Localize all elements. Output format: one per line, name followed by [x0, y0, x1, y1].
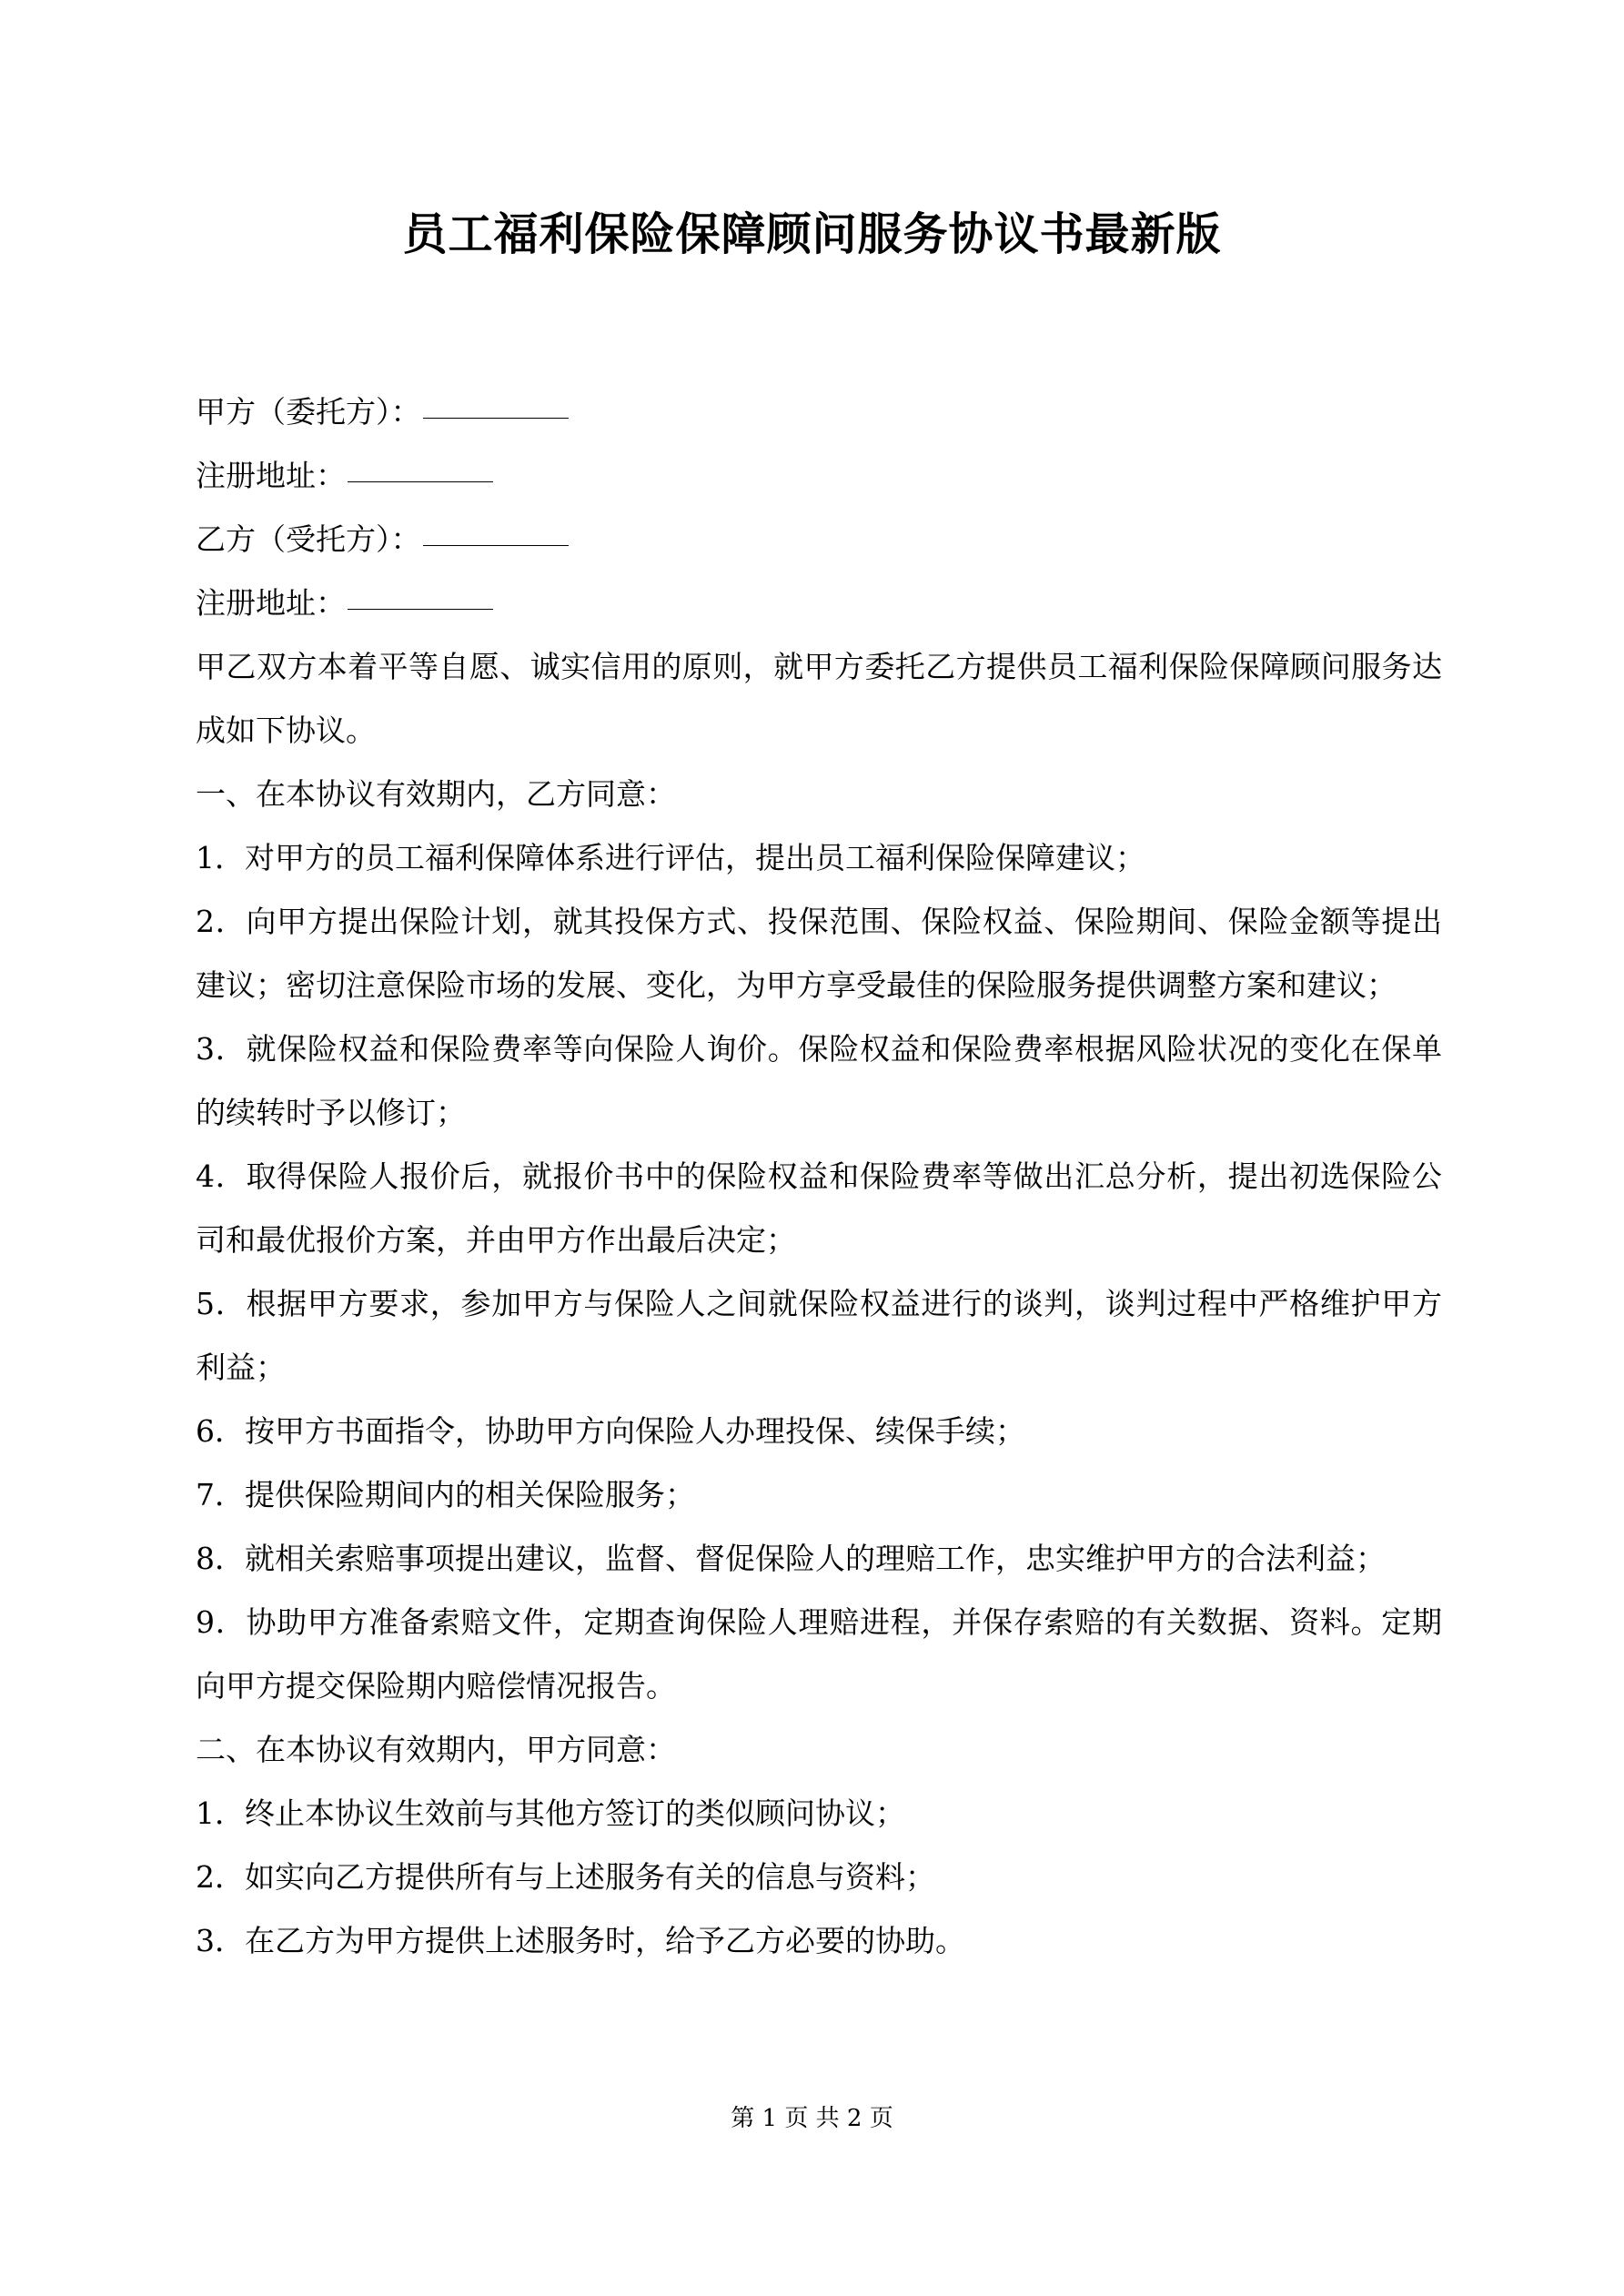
clause-1-8: 8．就相关索赔事项提出建议，监督、督促保险人的理赔工作，忠实维护甲方的合法利益；	[196, 1541, 1386, 1576]
field-party-a	[196, 380, 1442, 444]
paragraph-intro: 甲乙双方本着平等自愿、诚实信用的原则，就甲方委托乙方提供员工福利保险保障顾问服务达成如下协议。	[196, 649, 1442, 748]
blank-line	[423, 544, 569, 546]
page-footer: 第 1 页 共 2 页	[731, 2105, 893, 2132]
field-label: 甲方（委托方）：	[196, 394, 421, 430]
clause-1-5: 5．根据甲方要求，参加甲方与保险人之间就保险权益进行的谈判，谈判过程中严格维护甲方利益；	[196, 1286, 1442, 1385]
clause-1-4: 4．取得保险人报价后，就报价书中的保险权益和保险费率等做出汇总分析，提出初选保险公司和最优报价方案，并由甲方作出最后决定；	[196, 1158, 1442, 1258]
field-address-a	[196, 444, 1442, 508]
field-party-b	[196, 508, 1442, 571]
field-address-b	[196, 571, 1442, 635]
clause-2-1: 1．终止本协议生效前与其他方签订的类似顾问协议；	[196, 1795, 905, 1831]
section-heading-1: 一、在本协议有效期内，乙方同意：	[196, 776, 676, 812]
document-body	[196, 380, 1442, 1973]
clause-1-3: 3．就保险权益和保险费率等向保险人询价。保险权益和保险费率根据风险状况的变化在保单的续转时予以修订；	[196, 1031, 1442, 1130]
field-label: 乙方（受托方）：	[196, 521, 421, 557]
blank-line	[348, 480, 493, 482]
clause-1-1: 1．对甲方的员工福利保障体系进行评估，提出员工福利保险保障建议；	[196, 840, 1145, 875]
clause-1-9: 9．协助甲方准备索赔文件，定期查询保险人理赔进程，并保存索赔的有关数据、资料。定期向甲方提交保险期内赔偿情况报告。	[196, 1604, 1442, 1704]
field-label: 注册地址：	[196, 458, 346, 493]
section-heading-2: 二、在本协议有效期内，甲方同意：	[196, 1732, 676, 1767]
document-title: 员工福利保险保障顾问服务协议书最新版	[402, 207, 1222, 260]
clause-1-7: 7．提供保险期间内的相关保险服务；	[196, 1477, 695, 1512]
blank-line	[423, 417, 569, 419]
clause-2-2: 2．如实向乙方提供所有与上述服务有关的信息与资料；	[196, 1859, 935, 1895]
clause-2-3: 3．在乙方为甲方提供上述服务时，给予乙方必要的协助。	[196, 1923, 965, 1958]
clause-1-2: 2．向甲方提出保险计划，就其投保方式、投保范围、保险权益、保险期间、保险金额等提出建议；密切注意保险市场的发展、变化，为甲方享受最佳的保险服务提供调整方案和建议；	[196, 904, 1442, 1003]
clause-1-6: 6．按甲方书面指令，协助甲方向保险人办理投保、续保手续；	[196, 1413, 1025, 1449]
blank-line	[348, 608, 493, 610]
field-label: 注册地址：	[196, 585, 346, 621]
